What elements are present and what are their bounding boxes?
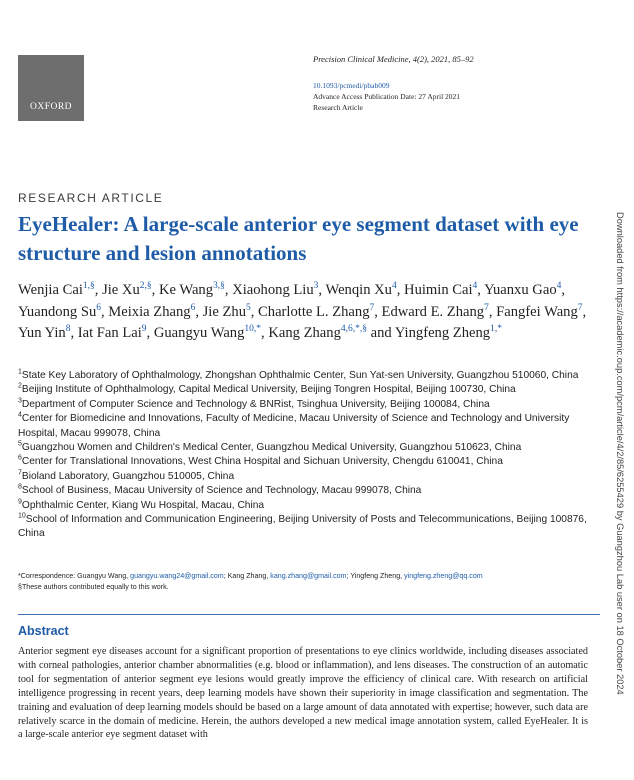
author-affiliation-sup[interactable]: 1,* — [490, 324, 502, 335]
oxford-logo-text: OXFORD — [29, 102, 73, 112]
author-affiliation-sup[interactable]: 7 — [577, 302, 583, 313]
correspondence-email-link[interactable]: yingfeng.zheng@qq.com — [404, 572, 483, 580]
author-affiliation-sup[interactable]: 6 — [96, 302, 101, 313]
author-name: Yun Yin — [18, 325, 66, 341]
author-affiliation-sup[interactable]: 7 — [369, 302, 375, 313]
affiliation-text: Center for Translational Innovations, West China Hospital and Sichuan University, Chengdu 610041, China — [21, 456, 503, 468]
author-name: Wenjia Cai — [18, 282, 83, 298]
author-affiliation-sup[interactable]: 4 — [391, 281, 397, 292]
affiliation-item — [18, 398, 588, 412]
affiliation-number: 8 — [18, 483, 22, 491]
author-name: Wenqin Xu — [325, 282, 392, 298]
author-name: Ke Wang — [158, 282, 214, 298]
affiliation-text: School of Business, Macau University of Science and Technology, Macau 999078, China — [21, 485, 422, 497]
affiliation-item — [18, 513, 588, 542]
correspondence-email-link[interactable]: kang.zhang@gmail.com — [270, 572, 347, 580]
author-affiliation-sup[interactable]: 4 — [556, 281, 562, 292]
author-affiliation-sup[interactable]: 6 — [190, 302, 196, 313]
author-name: Yuanxu Gao — [484, 282, 557, 298]
author-name: Huimin Cai — [404, 282, 473, 298]
author-item — [258, 304, 374, 320]
section-label: RESEARCH ARTICLE — [18, 191, 164, 205]
affiliation-number: 3 — [18, 397, 22, 405]
author-name: Charlotte L. Zhang — [258, 303, 370, 320]
author-affiliation-sup[interactable]: 3,§ — [213, 281, 225, 292]
affiliation-item — [18, 441, 588, 455]
author-name: Jie Zhu — [202, 303, 246, 320]
author-list: Wenjia Cai$^{1,\S}$, Jie $Xu^{2,\S}$, Ke Wang$^{3,\S}$, Xiaohong Liu$^3$, Wenqin Xu$^4$, Huimin Cai$^4$, Yuanxu Gao$^4$, Yuandong Su$^6$, Meixia Zhang$^6$, Jie Zhu$^5$, Charlotte L. Zhang$^7$, Edward E. Zhang$^7$, Fangfei Wang$^7$, Yun Yin$^8$, Iat Fan Lai$^9$, Guangyu Wang$^{10,*}$, Kang Zhang$^{4,6,*,\S}$ and Yingfeng Zheng$^{1,*}$ — [18, 281, 587, 341]
paper-title: EyeHealer: A large-scale anterior eye segment dataset with eye structure and lesion annotations — [18, 212, 579, 265]
author-item — [154, 325, 261, 341]
author-name: Yuandong Su — [18, 303, 97, 320]
author-item — [268, 325, 367, 341]
author-name: Xiaohong Liu — [232, 282, 314, 298]
author-affiliation-sup[interactable]: 2,§ — [139, 281, 152, 292]
doi-link[interactable]: 10.1093/pcmedi/pbab009 — [313, 81, 390, 90]
author-item — [203, 304, 251, 320]
correspondence-email-link[interactable]: guangyu.wang24@gmail.com — [130, 572, 224, 580]
author-name: Guangyu Wang — [153, 325, 245, 341]
affiliation-text: Ophthalmic Center, Kiang Wu Hospital, Macau, China — [21, 499, 265, 511]
affiliation-number: 5 — [18, 440, 22, 448]
author-name: Meixia Zhang — [108, 303, 191, 320]
affiliation-text: Guangzhou Women and Children's Medical Center, Guangzhou Medical University, Guangzhou 510623, China — [21, 442, 522, 454]
author-name: Iat Fan Lai — [77, 325, 142, 341]
publication-date: Advance Access Publication Date: 27 April 2021 — [313, 92, 461, 101]
author-item — [404, 282, 477, 298]
affiliation-number: 4 — [18, 411, 22, 419]
affiliation-number: 7 — [18, 469, 22, 477]
author-item — [78, 325, 147, 341]
author-item — [159, 282, 225, 298]
author-name: Fangfei Wang — [496, 303, 578, 320]
author-item — [18, 282, 95, 298]
author-item — [325, 282, 396, 298]
author-item — [496, 304, 582, 320]
article-type: Research Article — [313, 103, 363, 112]
affiliation-list — [18, 369, 588, 542]
author-name: Jie Xu — [102, 282, 140, 298]
affiliation-number: 2 — [18, 383, 22, 391]
author-affiliation-sup[interactable]: 3 — [313, 281, 319, 292]
affiliation-item — [18, 412, 588, 441]
affiliation-text: Bioland Laboratory, Guangzhou 510005, China — [21, 470, 235, 482]
author-affiliation-sup[interactable]: 8 — [65, 324, 71, 335]
author-item — [395, 325, 502, 341]
affiliation-number: 6 — [18, 455, 22, 463]
affiliation-text: Department of Computer Science and Technology & BNRist, Tsinghua University, Beijing 100084, China — [21, 398, 490, 410]
author-item — [18, 325, 70, 341]
affiliation-number: 9 — [18, 498, 22, 506]
affiliation-number: 1 — [18, 368, 22, 376]
author-name: Edward E. Zhang — [381, 303, 485, 320]
abstract-body: Anterior segment eye diseases account for a significant proportion of presentations to eye clinics worldwide, including diseases associated with corneal pathologies, anterior chamber abnormalities (e.g. blood or inflammation), and lens diseases. The construction of an automatic tool for segmentation of anterior segment eye lesions would greatly improve the efficiency of clinical care. With research on artificial intelligence progressing in recent years, deep learning models have shown their superiority in image classification and segmentation. The training and evaluation of deep learning models should be based on a large amount of data annotated with expertise; however, such data are relatively scarce in the domain of medicine. Herein, the authors developed a new medical image annotation system, called EyeHealer. It is a large-scale anterior eye segment dataset with — [18, 646, 588, 741]
author-item — [382, 304, 489, 320]
affiliation-item — [18, 455, 588, 469]
affiliation-item — [18, 383, 588, 397]
author-item — [108, 304, 195, 320]
author-affiliation-sup[interactable]: 4,6,*,§ — [340, 324, 367, 335]
author-item — [232, 282, 318, 298]
correspondence-name: Guangyu Wang, — [77, 572, 131, 580]
author-affiliation-sup[interactable]: 7 — [484, 302, 489, 313]
correspondence-line: *Correspondence: Guangyu Wang, guangyu.wang24@gmail.com; Kang Zhang, kang.zhang@gmail.com; Yingfeng Zheng, yingfeng.zheng@qq.com — [18, 572, 483, 580]
author-item — [484, 282, 561, 298]
author-affiliation-sup[interactable]: 4 — [472, 281, 478, 292]
abstract-heading: Abstract — [18, 624, 69, 638]
affiliation-text: State Key Laboratory of Ophthalmology, Zhongshan Ophthalmic Center, Sun Yat-sen University, Guangzhou 510060, China — [21, 370, 579, 381]
equal-contribution-note: §These authors contributed equally to this work. — [18, 583, 169, 591]
author-item — [18, 304, 101, 320]
author-name: Kang Zhang — [268, 325, 341, 341]
download-note: Downloaded from https://academic.oup.com/pcm/article/4/2/85/6255429 by Guangzhou Lab user on 18 October 2024 — [615, 212, 625, 695]
journal-info — [313, 54, 474, 113]
author-affiliation-sup[interactable]: 1,§ — [82, 281, 95, 292]
correspondence-name: Kang Zhang, — [227, 572, 271, 580]
author-name: Yingfeng Zheng — [394, 325, 491, 341]
author-affiliation-sup[interactable]: 5 — [246, 302, 251, 313]
author-notes — [18, 571, 588, 593]
affiliation-text: Beijing Institute of Ophthalmology, Capital Medical University, Beijing Tongren Hospital, Beijing 100730, China — [21, 384, 516, 396]
journal-citation: Precision Clinical Medicine, 4(2), 2021, 85–92 — [313, 54, 474, 64]
author-affiliation-sup[interactable]: 10,* — [244, 324, 262, 335]
author-affiliation-sup[interactable]: 9 — [141, 324, 147, 335]
affiliation-item — [18, 499, 588, 513]
correspondence-name: Yingfeng Zheng, — [350, 572, 405, 580]
affiliation-item — [18, 369, 588, 383]
affiliation-text: School of Information and Communication Engineering, Beijing University of Posts and Telecommunications, Beijing 100876, China — [18, 514, 587, 540]
section-divider — [18, 614, 600, 615]
affiliation-number: 10 — [18, 512, 26, 520]
affiliation-item — [18, 470, 588, 484]
oxford-logo — [18, 55, 84, 121]
affiliation-text: Center for Biomedicine and Innovations, Faculty of Medicine, Macau University of Science and Technology and University Hospital, Macau 999078, China — [18, 413, 570, 439]
author-item — [102, 282, 152, 298]
affiliation-item — [18, 484, 588, 498]
correspondence-label: *Correspondence: — [18, 572, 78, 580]
